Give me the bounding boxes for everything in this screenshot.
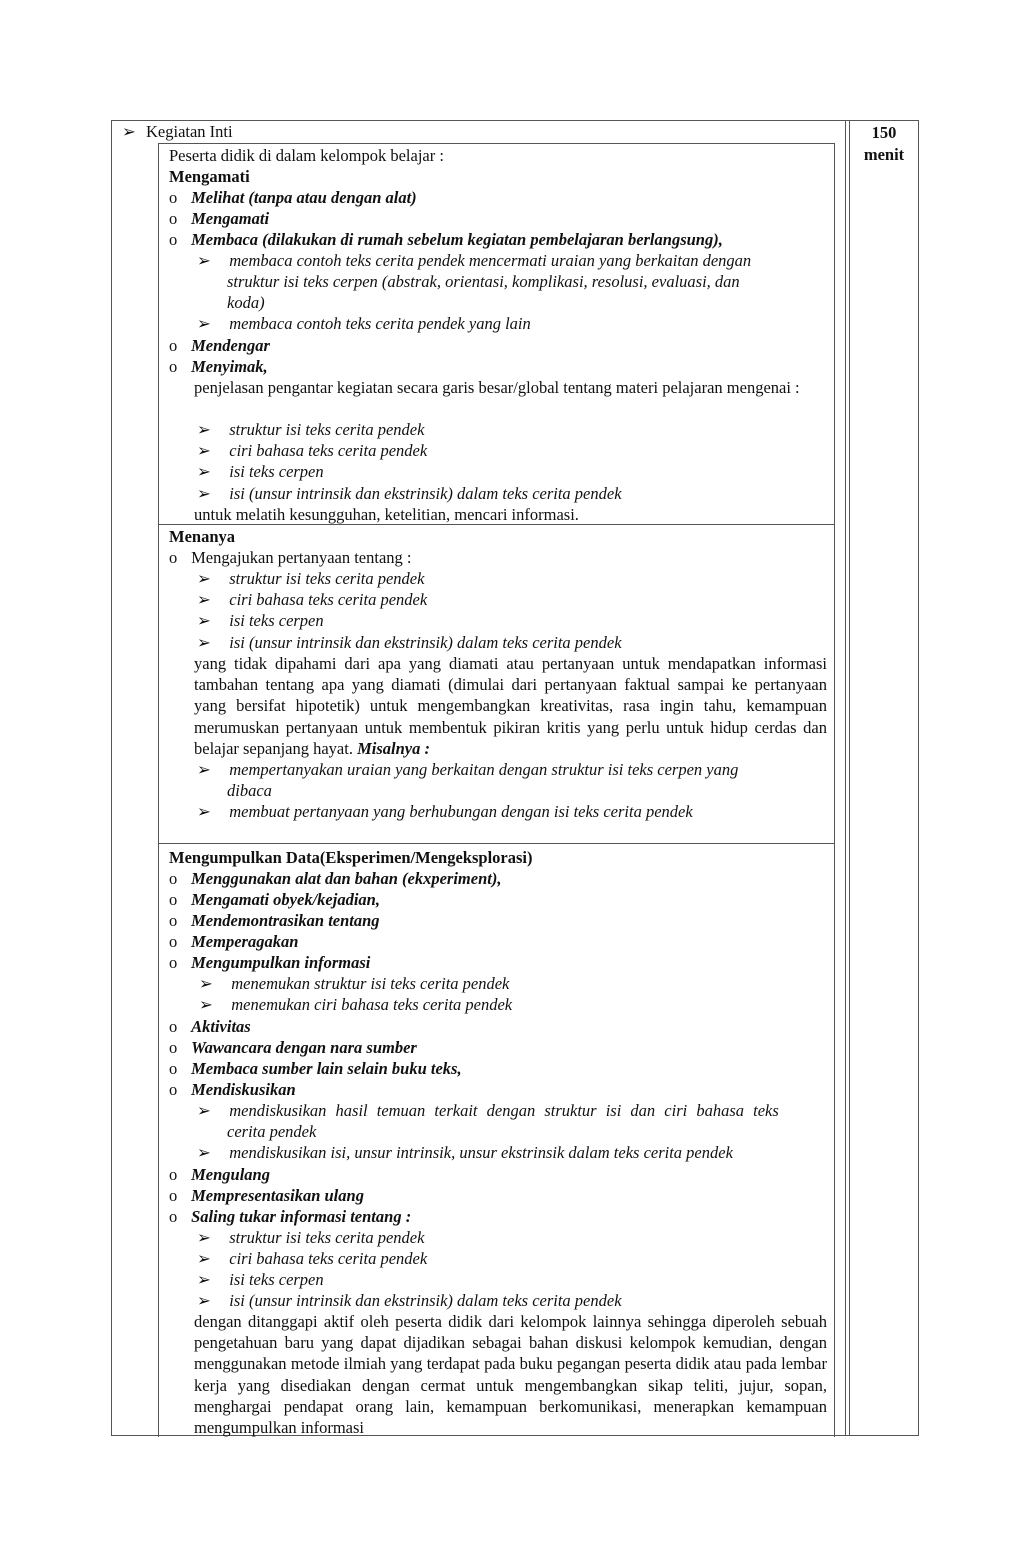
mengamati-section	[158, 143, 835, 525]
list-item	[169, 1016, 251, 1037]
misalnya-label: Misalnya :	[357, 738, 430, 758]
item-text: Menyimak,	[191, 357, 268, 376]
section-heading: Mengumpulkan Data(Eksperimen/Mengeksplorasi)	[169, 848, 533, 867]
arrow-bullet-icon: ➢	[197, 611, 211, 630]
topic-item	[197, 610, 324, 631]
list-item	[169, 1037, 417, 1058]
item-text: isi teks cerpen	[229, 611, 324, 630]
circle-bullet-icon: o	[169, 1165, 178, 1184]
circle-bullet-icon: o	[169, 336, 178, 355]
circle-bullet-icon: o	[169, 1017, 178, 1036]
list-item	[169, 868, 501, 889]
item-text: isi (unsur intrinsik dan ekstrinsik) dalam teks cerita pendek	[229, 633, 622, 652]
sub-item	[197, 250, 751, 271]
activity-table	[111, 120, 919, 1436]
example-item-cont: dibaca	[227, 781, 272, 800]
duration-cell	[851, 122, 917, 166]
arrow-bullet-icon: ➢	[199, 974, 213, 993]
sub-item	[199, 973, 509, 994]
sub-item	[197, 1142, 733, 1163]
arrow-bullet-icon: ➢	[199, 995, 213, 1014]
item-text: isi (unsur intrinsik dan ekstrinsik) dalam teks cerita pendek	[229, 1291, 622, 1310]
circle-bullet-icon: o	[169, 548, 178, 567]
topic-item	[197, 632, 622, 653]
list-item	[169, 1058, 462, 1079]
topic-item	[197, 461, 324, 482]
topic-item	[197, 1227, 424, 1248]
sub-item	[197, 1100, 827, 1121]
circle-bullet-icon: o	[169, 869, 178, 888]
item-text: Wawancara dengan nara sumber	[191, 1038, 417, 1057]
arrow-bullet-icon: ➢	[197, 569, 211, 588]
item-text: Mengumpulkan informasi	[191, 953, 371, 972]
item-text: struktur isi teks cerita pendek	[229, 569, 425, 588]
item-text: struktur isi teks cerita pendek	[229, 420, 425, 439]
list-item	[169, 910, 380, 931]
section-heading: Mengamati	[169, 167, 250, 186]
item-text: menemukan struktur isi teks cerita pendek	[231, 974, 510, 993]
item-text: Mengulang	[191, 1165, 270, 1184]
intro-text: Peserta didik di dalam kelompok belajar :	[169, 146, 444, 165]
circle-bullet-icon: o	[169, 188, 178, 207]
list-item	[169, 335, 270, 356]
topic-item	[197, 419, 424, 440]
circle-bullet-icon: o	[169, 890, 178, 909]
arrow-bullet-icon: ➢	[122, 122, 136, 141]
item-text: membuat pertanyaan yang berhubungan dengan isi teks cerita pendek	[229, 802, 693, 821]
section-heading: Menanya	[169, 527, 235, 546]
list-item	[169, 1185, 364, 1206]
item-text: Mempresentasikan ulang	[191, 1186, 364, 1205]
circle-bullet-icon: o	[169, 1186, 178, 1205]
circle-bullet-icon: o	[169, 357, 178, 376]
list-item	[169, 547, 412, 568]
item-text: Mendiskusikan	[191, 1080, 296, 1099]
item-text: isi teks cerpen	[229, 462, 324, 481]
arrow-bullet-icon: ➢	[197, 1291, 211, 1310]
item-text: Menggunakan alat dan bahan (ekxperiment),	[191, 869, 502, 888]
arrow-bullet-icon: ➢	[197, 1143, 211, 1162]
arrow-bullet-icon: ➢	[197, 251, 211, 270]
arrow-bullet-icon: ➢	[197, 441, 211, 460]
arrow-bullet-icon: ➢	[197, 314, 211, 333]
topic-item	[197, 568, 424, 589]
topic-item	[197, 589, 427, 610]
arrow-bullet-icon: ➢	[197, 1270, 211, 1289]
item-text: Memperagakan	[191, 932, 299, 951]
item-text: membaca contoh teks cerita pendek mencermati uraian yang berkaitan dengan	[229, 251, 752, 270]
item-text: struktur isi teks cerita pendek	[229, 1228, 425, 1247]
item-text: menemukan ciri bahasa teks cerita pendek	[231, 995, 513, 1014]
item-text: Mendengar	[191, 336, 270, 355]
topic-item	[197, 483, 622, 504]
kegiatan-title: Kegiatan Inti	[146, 122, 233, 141]
item-text: Mengajukan pertanyaan tentang :	[191, 548, 412, 567]
list-item	[169, 889, 380, 910]
item-text: Membaca (dilakukan di rumah sebelum kegiatan pembelajaran berlangsung),	[191, 230, 723, 249]
item-text: mempertanyakan uraian yang berkaitan dengan struktur isi teks cerpen yang	[229, 760, 739, 779]
item-text: Melihat (tanpa atau dengan alat)	[191, 188, 417, 207]
item-text: mendiskusikan hasil temuan terkait dengan struktur isi dan ciri bahasa teks	[229, 1101, 779, 1120]
example-item	[197, 801, 693, 822]
item-text: mendiskusikan isi, unsur intrinsik, unsur ekstrinsik dalam teks cerita pendek	[229, 1143, 733, 1162]
column-divider	[849, 121, 850, 1435]
item-text: isi teks cerpen	[229, 1270, 324, 1289]
list-item	[169, 1164, 270, 1185]
duration-value: 150	[871, 123, 897, 142]
list-item	[169, 187, 417, 208]
topic-item	[197, 440, 427, 461]
paragraph: dengan ditanggapi aktif oleh peserta didik dari kelompok lainnya sehingga diperoleh sebuah pengetahuan baru yang dapat dijadikan sebagai bahan diskusi kelompok kemudian, dengan menggunakan metode ilmiah yang terdapat pada buku pegangan peserta didik atau pada lembar kerja yang disediakan dengan cermat untuk mengembangkan sikap teliti, jujur, sopan, menghargai pendapat orang lain, kemampuan berkomunikasi, menerapkan kemampuan mengumpulkan informasi	[194, 1312, 827, 1438]
item-text: Mendemontrasikan tentang	[191, 911, 380, 930]
list-item	[169, 931, 298, 952]
circle-bullet-icon: o	[169, 1207, 178, 1226]
paragraph	[194, 653, 827, 759]
item-text: membaca contoh teks cerita pendek yang lain	[229, 314, 531, 333]
list-item	[169, 1206, 411, 1227]
arrow-bullet-icon: ➢	[197, 633, 211, 652]
arrow-bullet-icon: ➢	[197, 1228, 211, 1247]
item-text: ciri bahasa teks cerita pendek	[229, 590, 428, 609]
item-text: ciri bahasa teks cerita pendek	[229, 441, 428, 460]
list-item	[169, 356, 268, 377]
paragraph-text: yang tidak dipahami dari apa yang diamati atau pertanyaan untuk mendapatkan informasi tambahan tentang apa yang diamati (dimulai dari pertanyaan faktual sampai ke pertanyaan yang bersifat hipotetik) untuk mengembangkan kreativitas, rasa ingin tahu, kemampuan merumuskan pertanyaan untuk membentuk pikiran kritis yang perlu untuk hidup cerdas dan belajar sepanjang hayat.	[194, 654, 827, 758]
circle-bullet-icon: o	[169, 953, 178, 972]
arrow-bullet-icon: ➢	[197, 484, 211, 503]
topic-item	[197, 1269, 324, 1290]
closing-text: untuk melatih kesungguhan, ketelitian, mencari informasi.	[194, 505, 579, 524]
arrow-bullet-icon: ➢	[197, 420, 211, 439]
sub-item-cont: koda)	[227, 293, 265, 312]
menanya-section	[158, 524, 835, 844]
item-text: Membaca sumber lain selain buku teks,	[191, 1059, 462, 1078]
list-item	[169, 952, 370, 973]
paragraph: penjelasan pengantar kegiatan secara garis besar/global tentang materi pelajaran mengenai :	[194, 378, 800, 397]
circle-bullet-icon: o	[169, 1080, 178, 1099]
circle-bullet-icon: o	[169, 1038, 178, 1057]
arrow-bullet-icon: ➢	[197, 462, 211, 481]
arrow-bullet-icon: ➢	[197, 1101, 211, 1120]
list-item	[169, 1079, 296, 1100]
circle-bullet-icon: o	[169, 230, 178, 249]
item-text: ciri bahasa teks cerita pendek	[229, 1249, 428, 1268]
item-text: Saling tukar informasi tentang :	[191, 1207, 412, 1226]
example-item	[197, 759, 738, 780]
circle-bullet-icon: o	[169, 1059, 178, 1078]
kegiatan-inti-header	[122, 121, 233, 142]
topic-item	[197, 1290, 622, 1311]
sub-item-cont: cerita pendek	[227, 1122, 317, 1141]
arrow-bullet-icon: ➢	[197, 590, 211, 609]
arrow-bullet-icon: ➢	[197, 802, 211, 821]
circle-bullet-icon: o	[169, 932, 178, 951]
circle-bullet-icon: o	[169, 911, 178, 930]
duration-unit: menit	[863, 145, 905, 164]
arrow-bullet-icon: ➢	[197, 1249, 211, 1268]
item-text: Aktivitas	[191, 1017, 251, 1036]
sub-item	[199, 994, 512, 1015]
circle-bullet-icon: o	[169, 209, 178, 228]
topic-item	[197, 1248, 427, 1269]
item-text: isi (unsur intrinsik dan ekstrinsik) dalam teks cerita pendek	[229, 484, 622, 503]
mengumpulkan-section	[158, 843, 835, 1437]
sub-item-cont: struktur isi teks cerpen (abstrak, orientasi, komplikasi, resolusi, evaluasi, dan	[227, 272, 740, 291]
item-text: Mengamati	[191, 209, 270, 228]
arrow-bullet-icon: ➢	[197, 760, 211, 779]
list-item	[169, 229, 723, 250]
sub-item	[197, 313, 531, 334]
column-divider	[845, 121, 846, 1435]
list-item	[169, 208, 269, 229]
item-text: Mengamati obyek/kejadian,	[191, 890, 380, 909]
